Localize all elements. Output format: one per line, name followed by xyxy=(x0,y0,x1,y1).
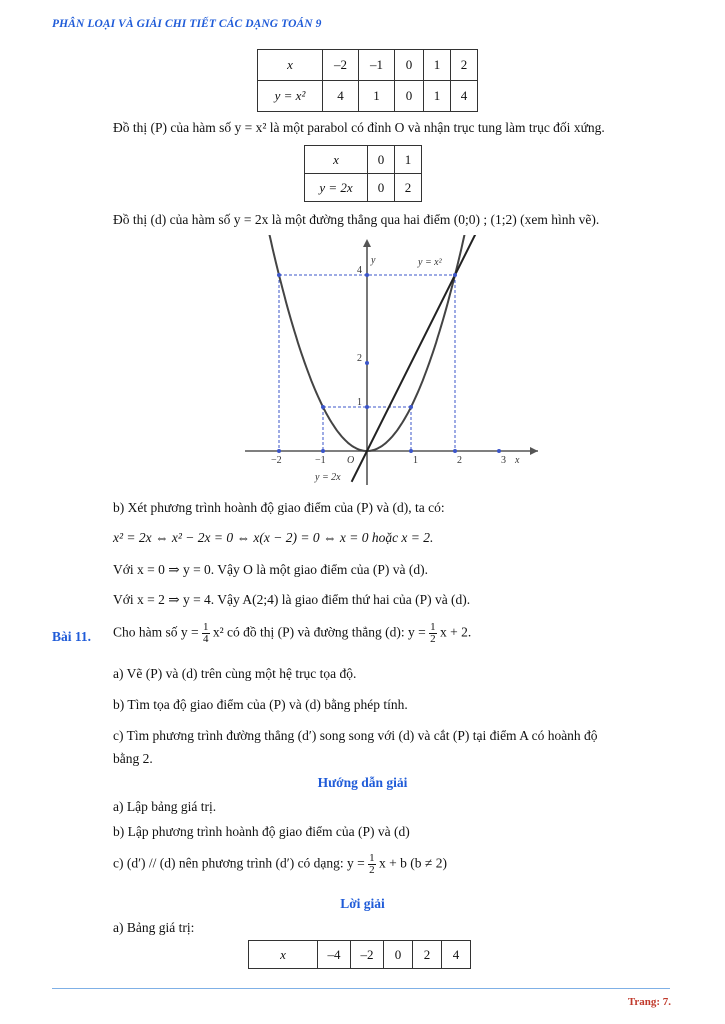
grid-point xyxy=(365,273,369,277)
line-label: y = 2x xyxy=(315,472,341,483)
hint-title: Hướng dẫn giải xyxy=(317,775,408,790)
table-cell: 4 xyxy=(451,81,478,112)
y-axis-arrow xyxy=(363,239,371,247)
grid-point xyxy=(453,449,457,453)
y-tick-label: 1 xyxy=(357,397,362,408)
solution-a: a) Bảng giá trị: xyxy=(113,920,195,935)
table-cell: x xyxy=(305,146,368,174)
hint-a: a) Lập bảng giá trị. xyxy=(113,799,217,814)
hint-c-text-a: c) (d′) // (d) nên phương trình (d′) có dạng: y = xyxy=(113,855,365,871)
table-cell: y = x² xyxy=(258,81,323,112)
table-cell: 0 xyxy=(395,50,424,81)
fraction-denominator: 4 xyxy=(203,633,209,645)
x-axis-arrow xyxy=(530,447,538,455)
paragraph-parabola: Đồ thị (P) của hàm số y = x² là một parabol có đỉnh O và nhận trục tung làm trục đối xứng. xyxy=(113,120,605,135)
table-cell: 1 xyxy=(359,81,395,112)
question-c-cont: bằng 2. xyxy=(113,751,153,766)
grid-point xyxy=(365,405,369,409)
x-tick-label: −1 xyxy=(315,455,326,466)
table-cell: 1 xyxy=(424,81,451,112)
y-tick-label: 4 xyxy=(357,265,362,276)
x-axis-label: x xyxy=(515,455,520,466)
grid-point xyxy=(277,449,281,453)
part-b-intro: b) Xét phương trình hoành độ giao điểm của (P) và (d), ta có: xyxy=(113,500,445,515)
hint-c xyxy=(113,853,447,876)
fraction-one-half xyxy=(368,853,376,876)
page-header: PHÂN LOẠI VÀ GIẢI CHI TIẾT CÁC DẠNG TOÁN 9 xyxy=(52,18,322,30)
table-cell: –2 xyxy=(323,50,359,81)
table-cell: 4 xyxy=(442,941,471,969)
grid-point xyxy=(453,273,457,277)
line-y-2x xyxy=(352,235,477,482)
y-axis-label: y xyxy=(371,255,376,266)
fraction-numerator: 1 xyxy=(430,621,436,633)
grid-point xyxy=(321,405,325,409)
fraction-one-quarter xyxy=(202,622,210,645)
page-number: Trang: 7. xyxy=(627,996,671,1008)
x-tick-label: 3 xyxy=(501,455,506,466)
table-cell: 2 xyxy=(451,50,478,81)
grid-point xyxy=(365,361,369,365)
fraction-numerator: 1 xyxy=(369,852,375,864)
question-a: a) Vẽ (P) và (d) trên cùng một hệ trục tọa độ. xyxy=(113,666,357,681)
grid-point xyxy=(277,273,281,277)
fraction-one-half xyxy=(429,622,437,645)
table-cell: –2 xyxy=(351,941,384,969)
table-cell: y = 2x xyxy=(305,174,368,202)
table-cell: x xyxy=(249,941,318,969)
exercise-text-b: x² có đồ thị (P) và đường thẳng (d): y = xyxy=(212,624,426,640)
hint-c-text-b: x + b (b ≠ 2) xyxy=(379,855,447,871)
solution-title: Lời giải xyxy=(340,896,385,911)
table-cell: 0 xyxy=(368,174,395,202)
value-table-exercise xyxy=(248,940,471,969)
table-cell: 1 xyxy=(424,50,451,81)
grid-point xyxy=(409,405,413,409)
case-x2: Với x = 2 ⇒ y = 4. Vậy A(2;4) là giao điểm thứ hai của (P) và (d). xyxy=(113,592,471,607)
table-cell: 0 xyxy=(368,146,395,174)
x-tick-label: 2 xyxy=(457,455,462,466)
hint-b: b) Lập phương trình hoành độ giao điểm của (P) và (d) xyxy=(113,824,410,839)
table-cell: 1 xyxy=(395,146,422,174)
exercise-statement xyxy=(113,622,471,645)
exercise-label: Bài 11. xyxy=(52,629,92,644)
table-cell: –1 xyxy=(359,50,395,81)
case-x0: Với x = 0 ⇒ y = 0. Vậy O là một giao điểm của (P) và (d). xyxy=(113,562,428,577)
fraction-denominator: 2 xyxy=(430,633,436,645)
grid-point xyxy=(321,449,325,453)
parabola-label: y = x² xyxy=(418,257,442,268)
question-b: b) Tìm tọa độ giao điểm của (P) và (d) bằng phép tính. xyxy=(113,697,408,712)
equation-solve: x² = 2x ⇔ x² − 2x = 0 ⇔ x(x − 2) = 0 ⇔ x = 0 hoặc x = 2. xyxy=(113,530,434,545)
x-tick-label: 1 xyxy=(413,455,418,466)
value-table-line xyxy=(304,145,422,202)
table-cell: 2 xyxy=(395,174,422,202)
value-table-parabola xyxy=(257,49,478,112)
paragraph-line: Đồ thị (d) của hàm số y = 2x là một đường thẳng qua hai điểm (0;0) ; (1;2) (xem hình vẽ). xyxy=(113,212,600,227)
footer-divider xyxy=(52,988,670,989)
fraction-numerator: 1 xyxy=(203,621,209,633)
question-c: c) Tìm phương trình đường thẳng (d′) song song với (d) và cắt (P) tại điểm A có hoành độ xyxy=(113,728,598,743)
table-cell: 0 xyxy=(395,81,424,112)
table-cell: 2 xyxy=(413,941,442,969)
origin-label: O xyxy=(347,455,355,466)
fraction-denominator: 2 xyxy=(369,864,375,876)
exercise-text-c: x + 2. xyxy=(439,624,472,640)
table-cell: 0 xyxy=(384,941,413,969)
exercise-text-a: Cho hàm số y = xyxy=(113,624,199,640)
function-graph xyxy=(240,235,545,493)
table-cell: x xyxy=(258,50,323,81)
table-cell: –4 xyxy=(318,941,351,969)
table-cell: 4 xyxy=(323,81,359,112)
grid-point xyxy=(497,449,501,453)
x-tick-label: −2 xyxy=(271,455,282,466)
y-tick-label: 2 xyxy=(357,353,362,364)
grid-point xyxy=(409,449,413,453)
